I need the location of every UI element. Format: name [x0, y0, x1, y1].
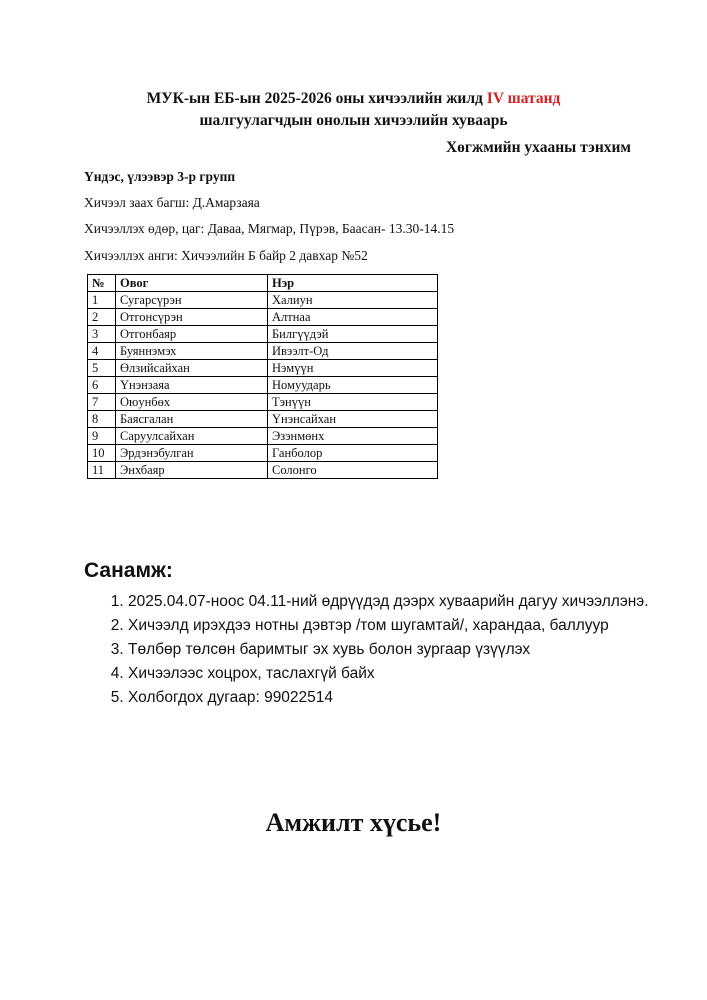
row-surname: Оюунбөх [116, 394, 268, 411]
row-name: Билгүүдэй [268, 326, 438, 343]
row-number: 1 [88, 292, 116, 309]
row-name: Ганболор [268, 445, 438, 462]
row-name: Солонго [268, 462, 438, 479]
row-number: 10 [88, 445, 116, 462]
schedule-line: Хичээллэх өдөр, цаг: Даваа, Мягмар, Пүрэв, Баасан- 13.30-14.15 [84, 221, 455, 236]
header-number: № [88, 275, 116, 292]
table-row [88, 394, 438, 411]
row-name: Номуударь [268, 377, 438, 394]
table-row [88, 377, 438, 394]
group-name: Үндэс, үлээвэр 3-р групп [84, 169, 236, 184]
row-surname: Энхбаяр [116, 462, 268, 479]
table-row [88, 326, 438, 343]
note-item: 4. Хичээлээс хоцрох, таслахгүй байх [128, 663, 653, 685]
table-row [88, 309, 438, 326]
row-surname: Өлзийсайхан [116, 360, 268, 377]
row-name: Нэмүүн [268, 360, 438, 377]
row-surname: Саруулсайхан [116, 428, 268, 445]
table-header-row [88, 275, 438, 292]
row-name: Тэнүүн [268, 394, 438, 411]
teacher-line: Хичээл заах багш: Д.Амарзаяа [84, 195, 260, 210]
row-name: Эзэнмөнх [268, 428, 438, 445]
title-line-2: шалгуулагчдын онолын хичээлийн хуваарь [199, 112, 508, 129]
notes-list [106, 591, 653, 711]
closing-message: Амжилт хүсье! [265, 808, 442, 837]
header-surname: Овог [116, 275, 268, 292]
title-stage-highlight: IV шатанд [486, 90, 561, 107]
row-surname: Отгонбаяр [116, 326, 268, 343]
title-line-1 [0, 88, 707, 110]
row-name: Халиун [268, 292, 438, 309]
row-number: 3 [88, 326, 116, 343]
note-item: 2. Хичээлд ирэхдээ нотны дэвтэр /том шугамтай/, харандаа, баллуур [128, 615, 653, 637]
table-row [88, 360, 438, 377]
row-number: 5 [88, 360, 116, 377]
document-title [0, 88, 707, 132]
row-surname: Буяннэмэх [116, 343, 268, 360]
row-surname: Эрдэнэбулган [116, 445, 268, 462]
table-row [88, 428, 438, 445]
row-number: 7 [88, 394, 116, 411]
row-surname: Баясгалан [116, 411, 268, 428]
room-line: Хичээллэх анги: Хичээлийн Б байр 2 давхар №52 [84, 248, 368, 263]
row-number: 2 [88, 309, 116, 326]
note-item: 5. Холбогдох дугаар: 99022514 [128, 687, 653, 709]
table-row [88, 411, 438, 428]
row-number: 6 [88, 377, 116, 394]
note-item: 1. 2025.04.07-ноос 04.11-ний өдрүүдэд дээрх хуваарийн дагуу хичээллэнэ. [128, 591, 653, 613]
row-name: Ивээлт-Од [268, 343, 438, 360]
row-number: 11 [88, 462, 116, 479]
table-row [88, 292, 438, 309]
student-table [87, 274, 438, 479]
row-number: 9 [88, 428, 116, 445]
row-name: Алтнаа [268, 309, 438, 326]
row-name: Үнэнсайхан [268, 411, 438, 428]
row-surname: Отгонсүрэн [116, 309, 268, 326]
notes-heading: Санамж: [84, 559, 173, 582]
title-prefix: МУК-ын ЕБ-ын 2025-2026 оны хичээлийн жилд [146, 90, 487, 107]
table-row [88, 445, 438, 462]
row-number: 8 [88, 411, 116, 428]
department-name: Хөгжмийн ухааны тэнхим [445, 139, 631, 156]
row-number: 4 [88, 343, 116, 360]
row-surname: Сугарсүрэн [116, 292, 268, 309]
header-name: Нэр [268, 275, 438, 292]
note-item: 3. Төлбөр төлсөн баримтыг эх хувь болон зургаар үзүүлэх [128, 639, 653, 661]
table-row [88, 343, 438, 360]
row-surname: Үнэнзаяа [116, 377, 268, 394]
table-row [88, 462, 438, 479]
